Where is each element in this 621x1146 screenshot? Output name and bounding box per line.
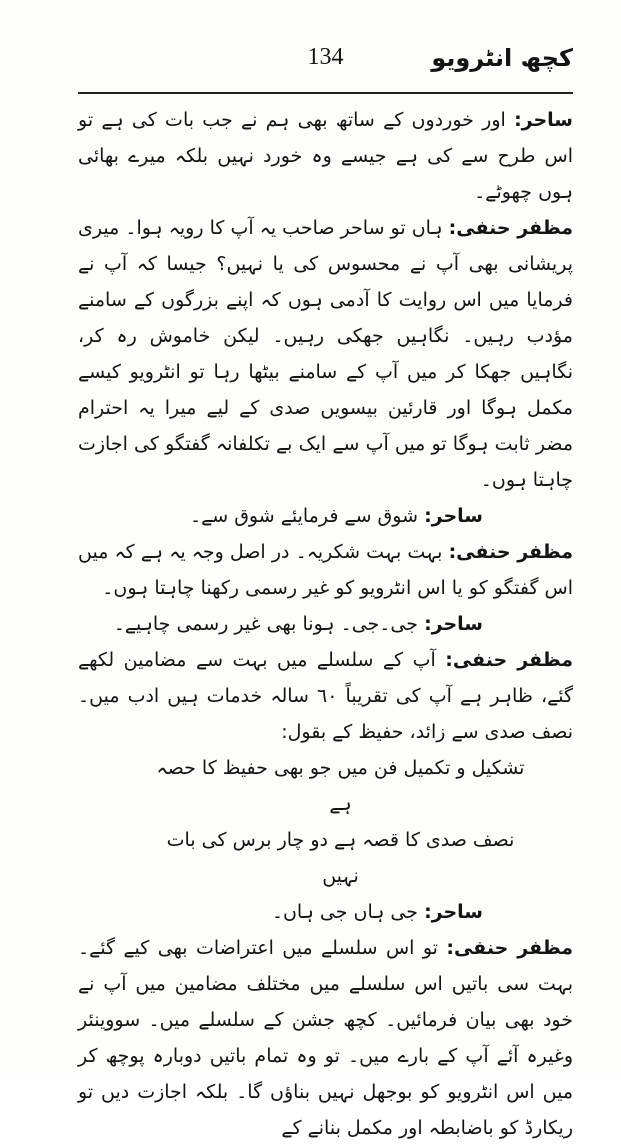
speaker-name: مظفر حنفی: [446,937,574,959]
running-title: کچھ انٹرویو [431,44,573,72]
header-rule [78,92,573,94]
speaker-name: مظفر حنفی: [448,541,573,563]
speaker-name: مظفر حنفی: [448,217,574,239]
paragraph-1 [78,102,573,210]
speaker-name: ساحر: [424,613,483,635]
verse-line-1: تشکیل و تکمیل فن میں جو بھی حفیظ کا حصہ ہے [156,757,525,815]
paragraph-8 [78,930,573,1146]
paragraph-text: اور خوردوں کے ساتھ بھی ہم نے جب بات کی ہے تو اس طرح سے کی ہے جیسے وہ خورد نہیں بلکہ میرے بھائی ہوں چھوٹے۔ [78,109,573,203]
paragraph-7 [78,894,573,930]
paragraph-text: بہت بہت شکریہ۔ در اصل وجہ یہ ہے کہ میں اس گفتگو کو یا اس انٹرویو کو غیر رسمی رکھنا چاہتا ہوں۔ [78,541,573,599]
paragraph-4 [78,534,573,606]
page-header [78,40,573,90]
speaker-name: مظفر حنفی: [445,649,573,671]
speaker-name: ساحر: [424,901,483,923]
paragraph-6 [78,642,573,750]
paragraph-text: جی ہاں جی ہاں۔ [271,901,419,923]
paragraph-5 [78,606,573,642]
paragraph-text: آپ کے سلسلے میں بہت سے مضامین لکھے گئے، ظاہر ہے آپ کی تقریباً ٦٠ سالہ خدمات ہیں ادب میں۔ نصف صدی سے زائد، حفیظ کے بقول: [78,649,573,743]
paragraph-2 [78,210,573,498]
paragraph-text: ہاں تو ساحر صاحب یہ آپ کا رویہ ہوا۔ میری پریشانی بھی آپ نے محسوس کی یا نہیں؟ جیسا کہ آپ نے فرمایا میں اس روایت کا آدمی ہوں کہ اپنے بزرگوں کے سامنے مؤدب رہیں۔ نگاہیں جھکی رہیں۔ لیکن خاموش رہ کر، نگاہیں جھکا کر میں آپ کے سامنے بیٹھا رہا تو انٹرویو کیسے مکمل ہوگا اور قارئین بیسویں صدی کے لیے میرا یہ احترام مضر ثابت ہوگا تو میں آپ سے ایک بے تکلفانہ گفتگو کی اجازت چاہتا ہوں۔ [78,217,573,491]
paragraph-text: تو اس سلسلے میں اعتراضات بھی کیے گئے۔ بہت سی باتیں اس سلسلے میں مختلف مضامین میں آپ نے خود بھی بیان فرمائیں۔ کچھ جشن کے سلسلے میں۔ سووینئر وغیرہ آئے آپ کے بارے میں۔ تو وہ تمام باتیں دوبارہ پوچھ کر میں اس انٹرویو کو بوجھل نہیں بناؤں گا۔ بلکہ اجازت دیں تو ریکارڈ کو باضابطہ اور مکمل بنانے کے [78,937,573,1139]
paragraph-3 [78,498,573,534]
interview-text [78,102,573,1146]
verse-couplet [78,750,573,894]
paragraph-text: جی۔جی۔ ہونا بھی غیر رسمی چاہیے۔ [113,613,419,635]
paragraph-text: شوق سے فرمایئے شوق سے۔ [189,505,419,527]
speaker-name: ساحر: [514,109,573,131]
page-number: 134 [307,44,344,70]
verse-line-2: نصف صدی کا قصہ ہے دو چار برس کی بات نہیں [166,829,515,887]
speaker-name: ساحر: [424,505,483,527]
